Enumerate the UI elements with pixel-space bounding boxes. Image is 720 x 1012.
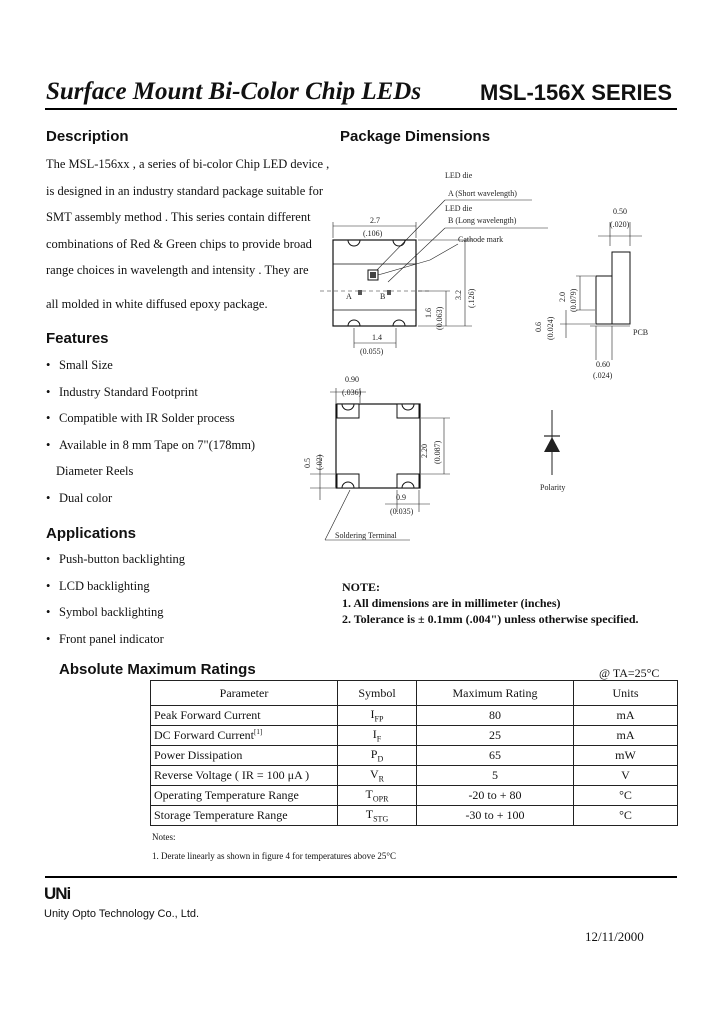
list-item: • Push-button backlighting xyxy=(46,552,186,566)
ratings-heading: Absolute Maximum Ratings xyxy=(59,661,256,678)
cell-param: Peak Forward Current xyxy=(151,706,338,726)
dim-side-width-in: (.020) xyxy=(610,220,630,229)
dim-die-spacing: 1.4 xyxy=(372,333,382,342)
dim-side-bottom: 0.60 xyxy=(596,360,610,369)
table-row xyxy=(151,746,678,766)
list-item: • Symbol backlighting xyxy=(46,605,164,619)
notes-heading: Notes: xyxy=(152,832,176,842)
cell-symbol: $P_D$ xyxy=(338,746,417,766)
document-date: 12/11/2000 xyxy=(585,929,644,944)
series-name: MSL-156X SERIES xyxy=(480,80,672,105)
col-symbol: Symbol xyxy=(338,681,417,706)
die-b-label: B xyxy=(380,292,386,301)
footer-rule xyxy=(45,876,677,878)
cell-param: Operating Temperature Range xyxy=(151,786,338,806)
cell-value: 25 xyxy=(417,726,574,746)
document-title: Surface Mount Bi-Color Chip LEDs xyxy=(46,78,422,105)
dim-side-height2-in: (0.024) xyxy=(546,316,555,340)
col-parameter: Parameter xyxy=(151,681,338,706)
cell-unit: °C xyxy=(574,786,678,806)
dim-pad-width: 0.90 xyxy=(345,375,359,384)
cell-unit: mA xyxy=(574,706,678,726)
dim-die-spacing-in: (0.055) xyxy=(360,347,384,356)
table-row xyxy=(151,786,678,806)
features-list xyxy=(46,352,255,511)
table-row xyxy=(151,706,678,726)
pcb-label: PCB xyxy=(633,328,649,337)
description-line: combinations of Red & Green chips to provide broad xyxy=(46,236,312,251)
cell-value: -20 to + 80 xyxy=(417,786,574,806)
description-line: range choices in wavelength and intensity . They are xyxy=(46,263,309,277)
note-item: 2. Tolerance is ± 0.1mm (.004") unless otherwise specified. xyxy=(342,612,639,626)
table-row xyxy=(151,726,678,746)
cell-param: Storage Temperature Range xyxy=(151,806,338,826)
dim-pad-gap-in: (.02) xyxy=(315,454,324,470)
dim-pad-width-in: (.036) xyxy=(342,388,362,397)
cell-value: 65 xyxy=(417,746,574,766)
cell-unit: mW xyxy=(574,746,678,766)
dim-width: 2.7 xyxy=(370,216,380,225)
note-heading: NOTE: xyxy=(342,580,381,594)
soldering-label: Soldering Terminal xyxy=(335,531,397,540)
dim-side-height: 2.0 xyxy=(558,292,567,302)
list-item: • Front panel indicator xyxy=(46,631,164,646)
description-heading: Description xyxy=(46,128,129,145)
description-line: is designed in an industry standard package suitable for xyxy=(46,183,324,198)
polarity-label: Polarity xyxy=(540,483,566,492)
table-row xyxy=(151,766,678,786)
description-line: SMT assembly method . This series contain different xyxy=(46,210,311,224)
company-logo: UNi xyxy=(44,884,71,903)
dim-pad-height: 2.20 xyxy=(420,444,429,458)
dim-height: 3.2 xyxy=(454,290,463,300)
note-item: 1. All dimensions are in millimeter (inches) xyxy=(342,596,561,610)
cell-param: Reverse Voltage ( IR = 100 μA ) xyxy=(151,766,338,786)
led-die-b-label-2: B (Long wavelength) xyxy=(448,216,517,225)
ratings-condition: @ TA=25°C xyxy=(599,666,660,680)
led-die-a-label-2: A (Short wavelength) xyxy=(448,189,517,198)
list-item: • Dual color xyxy=(46,490,113,505)
cell-value: 80 xyxy=(417,706,574,726)
side-view-body xyxy=(612,252,630,324)
dim-side-width: 0.50 xyxy=(613,207,627,216)
cell-unit: V xyxy=(574,766,678,786)
cell-symbol: $V_R$ xyxy=(338,766,417,786)
dim-pad-bottom: 0.9 xyxy=(396,493,406,502)
list-item: • Available in 8 mm Tape on 7"(178mm) xyxy=(46,437,256,452)
cathode-label: Cathode mark xyxy=(458,235,504,244)
cell-symbol: $T_{OPR}$ xyxy=(338,786,417,806)
list-item: • Small Size xyxy=(46,358,113,372)
cell-value: 5 xyxy=(417,766,574,786)
header-rule xyxy=(45,108,677,110)
cell-symbol: $T_{STG}$ xyxy=(338,806,417,826)
dim-side-height2: 0.6 xyxy=(534,322,543,332)
cell-symbol: $I_F$ xyxy=(338,726,417,746)
dim-half-height: 1.6 xyxy=(424,308,433,318)
die-a-label: A xyxy=(346,292,352,301)
list-item: Diameter Reels xyxy=(56,464,134,478)
dim-pad-bottom-in: (0.035) xyxy=(390,507,414,516)
package-drawing xyxy=(290,160,690,550)
cell-param: DC Forward Current[1] xyxy=(151,726,338,746)
led-die-b-label-1: LED die xyxy=(445,204,473,213)
cell-unit: mA xyxy=(574,726,678,746)
dim-side-height-in: (0.079) xyxy=(569,288,578,312)
col-max-rating: Maximum Rating xyxy=(417,681,574,706)
applications-heading: Applications xyxy=(46,525,137,542)
dim-pad-height-in: (0.087) xyxy=(433,440,442,464)
dim-pad-gap: 0.5 xyxy=(303,458,312,468)
col-units: Units xyxy=(574,681,678,706)
dim-half-height-in: (0.063) xyxy=(435,306,444,330)
cell-symbol: $I_{FP}$ xyxy=(338,706,417,726)
table-header-row xyxy=(151,681,678,706)
list-item: • Compatible with IR Solder process xyxy=(46,411,235,425)
package-heading: Package Dimensions xyxy=(340,128,491,145)
cell-param: Power Dissipation xyxy=(151,746,338,766)
dim-height-in: (.126) xyxy=(467,288,476,308)
company-name: Unity Opto Technology Co., Ltd. xyxy=(44,908,200,920)
list-item: • LCD backlighting xyxy=(46,578,150,593)
cell-unit: °C xyxy=(574,806,678,826)
applications-list xyxy=(46,546,185,652)
dim-width-in: (.106) xyxy=(363,229,383,238)
dim-side-bottom-in: (.024) xyxy=(593,371,613,380)
ratings-table xyxy=(150,680,678,826)
description-line: The MSL-156xx , a series of bi-color Chip LED device , xyxy=(46,157,330,171)
led-die-a-label-1: LED die xyxy=(445,171,473,180)
notes-item: 1. Derate linearly as shown in figure 4 for temperatures above 25°C xyxy=(152,851,397,861)
cell-value: -30 to + 100 xyxy=(417,806,574,826)
table-row xyxy=(151,806,678,826)
features-heading: Features xyxy=(46,330,109,347)
description-line: all molded in white diffused epoxy package. xyxy=(46,296,268,311)
top-view-body xyxy=(333,240,416,326)
list-item: • Industry Standard Footprint xyxy=(46,384,198,399)
